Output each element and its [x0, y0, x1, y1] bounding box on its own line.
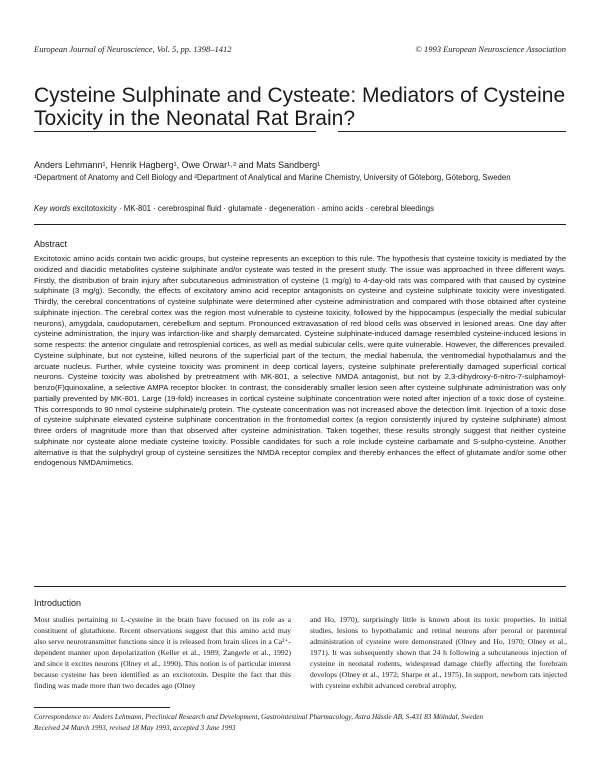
introduction-heading: Introduction: [34, 598, 82, 608]
correspondence-label: Correspondence to:: [34, 713, 92, 721]
title-rule-right: [338, 131, 566, 132]
received-dates: Received 24 March 1993, revised 18 May 1993, accepted 3 June 1993: [34, 724, 236, 732]
footnote-rule: [34, 707, 170, 708]
affiliation: ¹Department of Anatomy and Cell Biology and ²Department of Analytical and Marine Chemistry, University of Göteborg, Göteborg, Sweden: [34, 173, 511, 182]
introduction-column-1: Most studies pertaining to L-cysteine in the brain have focused on its role as a constituent of glutathione. Recent observations suggest that this amino acid may also serve neurotransmitter functions since it is released from brain slices in a Ca²⁺-dependent manner upon depolarization (Keller et al., 1989; Zangerle et al., 1992) and since it excites neurons (Olney et al., 1990). This notion is of particular interest because cysteine has been identified as an excitotoxin. Despite the fact that this finding was made more than two decades ago (Olney: [34, 615, 291, 690]
author-list: Anders Lehmann¹, Henrik Hagberg¹, Owe Orwar¹˒² and Mats Sandberg¹: [34, 160, 321, 170]
correspondence-address: Anders Lehmann, Preclinical Research and Development, Gastrointestinal Pharmacology, Astra Hässle AB, S-431 83 Mölndal, Sweden: [92, 713, 484, 721]
keywords: [34, 204, 434, 213]
abstract-heading: Abstract: [34, 239, 68, 249]
introduction-column-2: and Ho, 1970), surprisingly little is known about its toxic properties. In initial studies, lesions to hypothalamic and retinal neurons after peroral or parenteral administration of cysteine were demonstrated (Olney and Ho, 1970; Olney et al., 1971). It was subsequently shown that 24 h following a subcutaneous injection of cysteine in neonatal rodents, widespread damage chiefly affecting the forebrain develops (Olney et al., 1972; Sharpe et al., 1975). In support, newborn rats injected with cysteine exhibit advanced cerebral atrophy,: [310, 615, 567, 690]
copyright-notice: © 1993 European Neuroscience Association: [415, 44, 566, 54]
footnote: [34, 712, 574, 734]
abstract-bottom-rule: [34, 586, 566, 587]
abstract-top-rule: [34, 224, 566, 225]
keywords-values: excitotoxicity · MK-801 · cerebrospinal fluid · glutamate · degeneration · amino acids · cerebral bleedings: [72, 204, 435, 213]
title-rule-left: [34, 131, 316, 132]
journal-citation: European Journal of Neuroscience, Vol. 5, pp. 1398–1412: [34, 44, 232, 54]
keywords-label: Key words: [34, 204, 71, 213]
abstract-text: Excitotoxic amino acids contain two acidic groups, but cysteine represents an exception to this rule. The hypothesis that cysteine toxicity is mediated by the oxidized and diacidic metabolites cysteine sulphinate and/or cysteate was tested in the present study. The issue was approached in three different ways. Firstly, the distribution of brain injury after subcutaneous administration of cysteine (1 mg/g) to 4-day-old rats was compared with that caused by cysteine sulphinate (3 mg/g). Secondly, the effects of excitatory amino acid receptor antagonists on cysteine and cysteine sulphinate toxicity were investigated. Thirdly, the cerebral concentrations of cysteine sulphinate were determined after cysteine administration and compared with those obtained after cysteine sulphinate injection. The cerebral cortex was the region most vulnerable to cysteine toxicity, followed by the hippocampus (especially the medial subicular neurons), amygdala, caudoputamen, cerebellum and septum. Pronounced extravasation of red blood cells was observed in lesioned areas. One day after cysteine administration, the injury was infarction-like and sharply demarcated. Cysteine sulphinate-induced damage resembled cysteine-induced lesions in some respects: the anterior cingulate and retrosplenial cortices, as well as medial subicular cells, were quite vulnerable. However, the differences prevailed. Cysteine sulphinate, but not cysteine, killed neurons of the superficial part of the tectum, the medial habenula, the ventromedial hypothalamus and the arcuate nucleus. Further, while cysteine toxicity was prominent in deep cortical layers, cysteine sulphinate preferentially damaged superficial cortical neurons. Cysteine toxicity was abolished by pretreatment with MK-801, a selective NMDA antagonist, but not by 2,3-dihydroxy-6-nitro-7-sulphamoyl-benzo(F)quinoxaline, a selective AMPA receptor blocker. In contrast, the considerably smaller lesion seen after cysteine sulphinate administration was only partially prevented by MK-801. Large (19-fold) increases in cortical cysteine sulphinate concentration were noted after injection of a toxic dose of cysteine. This corresponds to 90 nmol cysteine sulphinate/g protein. The cysteate concentration was not increased above the detection limit. Injection of a toxic dose of cysteine sulphinate elevated cysteine sulphinate concentration in the frontomedial cortex (a region consistently injured by cysteine sulphinate) almost three orders of magnitude more than that observed after cysteine administration. Taken together, these results strongly suggest that neither cysteine sulphinate nor cysteate alone mediate cysteine toxicity. Possible candidates for such a role include cysteine carbamate and S-sulpho-cysteine. Another alternative is that the sulphydryl group of cysteine sensitizes the NMDA receptor complex and thereby enhances the effect of glutamate and/or some other endogenous NMDAmimetics.: [34, 254, 566, 468]
article-title: Cysteine Sulphinate and Cysteate: Mediators of Cysteine Toxicity in the Neonatal Rat Brain?: [34, 84, 566, 130]
